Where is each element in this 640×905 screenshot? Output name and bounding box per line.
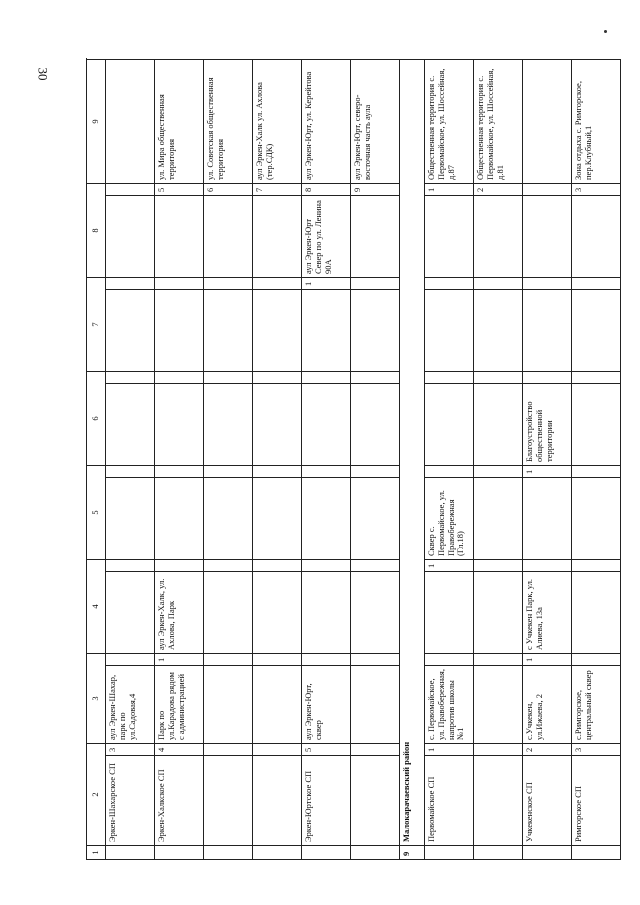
index-cell <box>425 466 474 478</box>
object-cell <box>572 572 621 654</box>
table-row <box>523 60 572 860</box>
index-cell: 2 <box>523 744 572 756</box>
index-cell <box>204 560 253 572</box>
object-cell <box>204 572 253 654</box>
object-cell <box>204 290 253 372</box>
object-cell <box>106 60 155 184</box>
index-cell <box>155 372 204 384</box>
index-cell <box>204 466 253 478</box>
object-cell: с. Первомайское, ул. Правобережная, напротив школы №1 <box>425 666 474 744</box>
index-cell <box>253 744 302 756</box>
index-cell <box>204 654 253 666</box>
object-cell <box>572 290 621 372</box>
index-cell <box>204 372 253 384</box>
index-cell <box>425 654 474 666</box>
table-row <box>351 60 400 860</box>
num-cell <box>351 846 400 860</box>
index-cell <box>253 560 302 572</box>
index-cell <box>474 372 523 384</box>
num-cell <box>302 846 351 860</box>
object-cell <box>572 478 621 560</box>
index-cell <box>572 654 621 666</box>
object-cell <box>204 666 253 744</box>
index-cell: 1 <box>523 654 572 666</box>
index-cell: 2 <box>474 184 523 196</box>
object-cell <box>155 478 204 560</box>
object-cell: аул Эркен-Юрт, ул. Керейтова <box>302 60 351 184</box>
index-cell <box>302 560 351 572</box>
index-cell: 6 <box>204 184 253 196</box>
object-cell: аул Эркен-Шахар, парк по ул.Садовая,4 <box>106 666 155 744</box>
object-cell <box>204 478 253 560</box>
index-cell <box>253 372 302 384</box>
index-cell: 1 <box>155 654 204 666</box>
settlement-cell <box>474 756 523 846</box>
settlement-cell: Эркен-Юртское СП <box>302 756 351 846</box>
index-cell <box>572 560 621 572</box>
settlement-cell: Римгорское СП <box>572 756 621 846</box>
index-cell <box>572 372 621 384</box>
index-cell <box>106 560 155 572</box>
settlement-cell: Эркен-Шахарское СП <box>106 756 155 846</box>
data-table <box>86 59 621 860</box>
object-cell <box>351 384 400 466</box>
object-cell <box>351 290 400 372</box>
object-cell <box>155 384 204 466</box>
index-cell: 1 <box>425 744 474 756</box>
index-cell <box>523 184 572 196</box>
header-cell-7: 7 <box>87 278 106 372</box>
object-cell <box>572 384 621 466</box>
object-cell: с.Римгорское, центральный сквер <box>572 666 621 744</box>
object-cell <box>425 290 474 372</box>
index-cell <box>302 466 351 478</box>
object-cell <box>253 290 302 372</box>
object-cell: Сквер с. Первомайское, ул. Правобережная (Гл.18) <box>425 478 474 560</box>
object-cell <box>106 572 155 654</box>
section-number: 9 <box>400 846 425 860</box>
object-cell: аул Эркен-Халк, ул. Ахлова, Парк <box>155 572 204 654</box>
index-cell: 5 <box>302 744 351 756</box>
object-cell: ул. Мира общественная территория <box>155 60 204 184</box>
object-cell: Зона отдыха с. Римгорское, пер.Клубный,1 <box>572 60 621 184</box>
index-cell: 8 <box>302 184 351 196</box>
object-cell <box>523 478 572 560</box>
object-cell <box>523 60 572 184</box>
index-cell <box>204 278 253 290</box>
index-cell <box>474 466 523 478</box>
object-cell <box>302 478 351 560</box>
table-row <box>425 60 474 860</box>
header-row <box>87 60 106 860</box>
object-cell <box>351 666 400 744</box>
object-cell <box>474 666 523 744</box>
header-cell-1: 1 <box>87 846 106 860</box>
object-cell <box>302 572 351 654</box>
header-cell-2: 2 <box>87 744 106 846</box>
object-cell <box>155 290 204 372</box>
index-cell <box>474 654 523 666</box>
table-row <box>204 60 253 860</box>
object-cell <box>351 572 400 654</box>
object-cell <box>106 290 155 372</box>
index-cell: 4 <box>155 744 204 756</box>
index-cell <box>106 654 155 666</box>
object-cell <box>106 478 155 560</box>
index-cell <box>106 372 155 384</box>
index-cell: 1 <box>302 278 351 290</box>
index-cell: 3 <box>572 184 621 196</box>
rotated-table-container <box>86 60 626 860</box>
settlement-cell: Эркен-Халкское СП <box>155 756 204 846</box>
object-cell <box>106 196 155 278</box>
num-cell <box>474 846 523 860</box>
object-cell: Общественная территория с. Первомайское, ул. Шоссейная, д.81 <box>474 60 523 184</box>
num-cell <box>106 846 155 860</box>
index-cell <box>523 278 572 290</box>
object-cell: Благоустройство общественной территории <box>523 384 572 466</box>
num-cell <box>204 846 253 860</box>
index-cell <box>351 372 400 384</box>
index-cell <box>351 278 400 290</box>
index-cell <box>351 560 400 572</box>
index-cell <box>155 466 204 478</box>
object-cell <box>474 478 523 560</box>
index-cell <box>351 744 400 756</box>
object-cell <box>474 572 523 654</box>
settlement-cell <box>351 756 400 846</box>
index-cell <box>253 654 302 666</box>
index-cell <box>302 372 351 384</box>
object-cell: Парк по ул.Карадова рядом с администрацией <box>155 666 204 744</box>
object-cell <box>155 196 204 278</box>
index-cell <box>155 278 204 290</box>
index-cell: 1 <box>425 184 474 196</box>
header-cell-6: 6 <box>87 372 106 466</box>
index-cell <box>474 744 523 756</box>
object-cell: аул Эркен-Юрт Север по ул. Ленина 90А <box>302 196 351 278</box>
object-cell: аул Эркен-Халк ул. Ахлова (тер.СДК) <box>253 60 302 184</box>
index-cell <box>106 466 155 478</box>
index-cell <box>253 278 302 290</box>
index-cell <box>523 372 572 384</box>
object-cell <box>204 384 253 466</box>
section-title: Малокарачаевский район <box>400 60 425 846</box>
num-cell <box>155 846 204 860</box>
header-cell-4: 4 <box>87 560 106 654</box>
index-cell <box>155 560 204 572</box>
index-cell <box>572 278 621 290</box>
index-cell <box>425 372 474 384</box>
object-cell: с Учкекен Парк, ул. Алиева, 13а <box>523 572 572 654</box>
num-cell <box>425 846 474 860</box>
object-cell <box>253 572 302 654</box>
index-cell <box>351 466 400 478</box>
object-cell <box>572 196 621 278</box>
object-cell <box>253 196 302 278</box>
page-number: 30 <box>35 67 51 81</box>
object-cell <box>351 478 400 560</box>
object-cell <box>106 384 155 466</box>
section-row <box>400 60 425 860</box>
index-cell <box>106 278 155 290</box>
index-cell <box>523 560 572 572</box>
object-cell: ул. Советская общественная территория <box>204 60 253 184</box>
index-cell <box>351 654 400 666</box>
index-cell <box>474 560 523 572</box>
header-cell-9: 9 <box>87 60 106 184</box>
header-cell-3: 3 <box>87 654 106 744</box>
object-cell <box>253 478 302 560</box>
index-cell: 7 <box>253 184 302 196</box>
index-cell: 1 <box>425 560 474 572</box>
settlement-cell: Учкекенское СП <box>523 756 572 846</box>
index-cell <box>253 466 302 478</box>
index-cell: 3 <box>572 744 621 756</box>
object-cell <box>425 196 474 278</box>
object-cell: с.Учкекен, ул.Ижаева, 2 <box>523 666 572 744</box>
index-cell <box>474 278 523 290</box>
index-cell: 9 <box>351 184 400 196</box>
index-cell <box>204 744 253 756</box>
object-cell <box>204 196 253 278</box>
settlement-cell <box>204 756 253 846</box>
table-row <box>155 60 204 860</box>
object-cell <box>523 196 572 278</box>
header-cell-8: 8 <box>87 184 106 278</box>
scan-dot <box>604 30 607 33</box>
object-cell <box>425 384 474 466</box>
object-cell <box>253 384 302 466</box>
index-cell <box>106 184 155 196</box>
index-cell <box>572 466 621 478</box>
num-cell <box>253 846 302 860</box>
object-cell <box>253 666 302 744</box>
index-cell: 5 <box>155 184 204 196</box>
index-cell <box>302 654 351 666</box>
object-cell <box>302 384 351 466</box>
object-cell: Общественная территория с. Первомайское, ул. Шоссейная, д.87 <box>425 60 474 184</box>
object-cell <box>474 290 523 372</box>
object-cell: аул Эркен-Юрт, северо-восточная часть аула <box>351 60 400 184</box>
settlement-cell: Первомайское СП <box>425 756 474 846</box>
num-cell <box>572 846 621 860</box>
object-cell <box>351 196 400 278</box>
table-row <box>253 60 302 860</box>
settlement-cell <box>253 756 302 846</box>
object-cell <box>523 290 572 372</box>
num-cell <box>523 846 572 860</box>
table-row <box>106 60 155 860</box>
table-row <box>474 60 523 860</box>
object-cell <box>302 290 351 372</box>
index-cell: 1 <box>523 466 572 478</box>
object-cell <box>425 572 474 654</box>
header-cell-5: 5 <box>87 466 106 560</box>
index-cell <box>425 278 474 290</box>
table-row <box>572 60 621 860</box>
table-row <box>302 60 351 860</box>
object-cell: аул Эркен-Юрт, сквер <box>302 666 351 744</box>
object-cell <box>474 196 523 278</box>
index-cell: 3 <box>106 744 155 756</box>
object-cell <box>474 384 523 466</box>
